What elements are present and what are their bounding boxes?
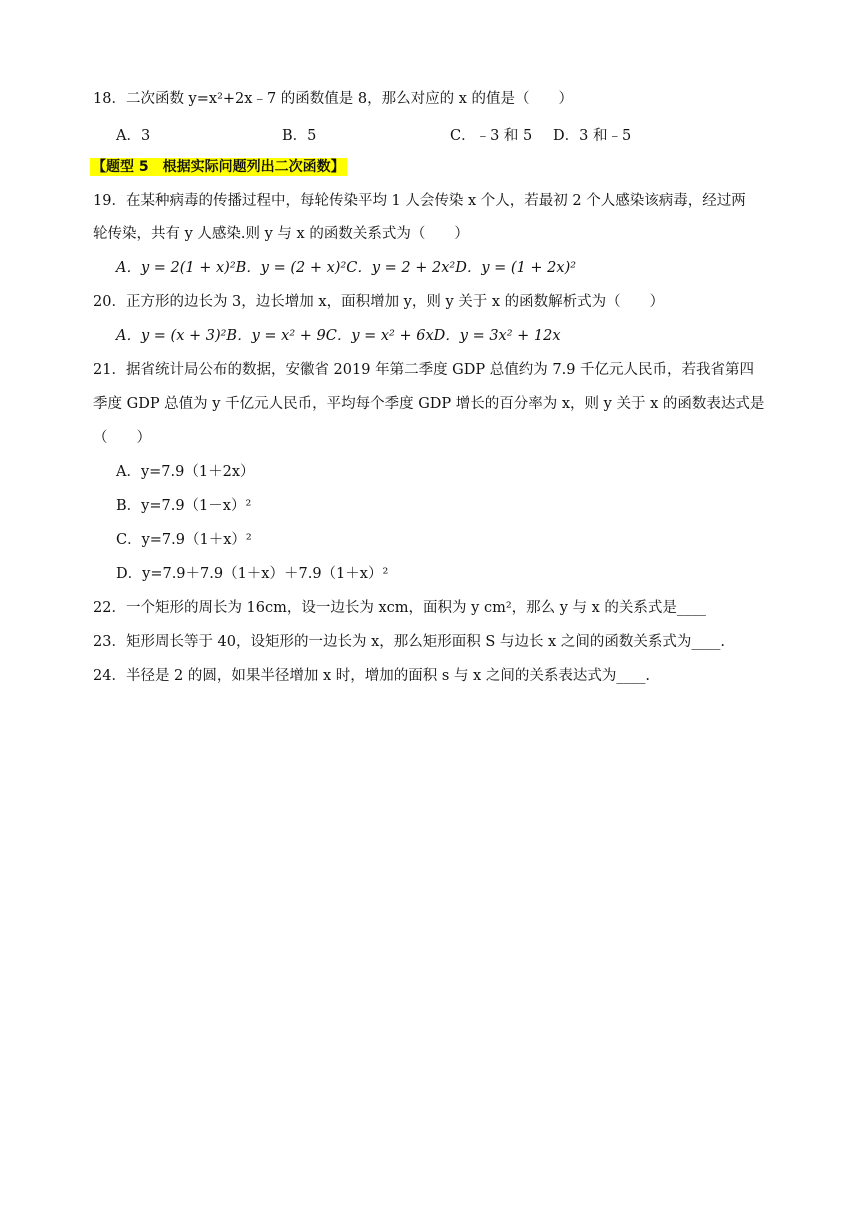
question-19-options: A．y = 2(1 + x)²B．y = (2 + x)²C．y = 2 + 2x²D．y = (1 + 2x)² — [116, 260, 577, 276]
question-18-option-a: A．3 — [116, 128, 151, 144]
question-23: 23．矩形周长等于 40，设矩形的一边长为 x，那么矩形面积 S 与边长 x 之间的函数关系式为____. — [93, 634, 725, 650]
question-18-option-d: D．3 和﹣5 — [553, 128, 632, 144]
question-19-line-1: 19．在某种病毒的传播过程中，每轮传染平均 1 人会传染 x 个人，若最初 2 个人感染该病毒，经过两 — [93, 193, 746, 209]
question-18-option-b: B．5 — [282, 128, 317, 144]
question-22: 22．一个矩形的周长为 16cm，设一边长为 xcm，面积为 y cm²，那么 y 与 x 的关系式是____ — [93, 600, 706, 616]
section-5-title: 【题型 5 根据实际问题列出二次函数】 — [92, 159, 345, 175]
question-21-option-d: D．y=7.9＋7.9（1＋x）＋7.9（1＋x）² — [116, 566, 389, 582]
question-18-text: 18．二次函数 y=x²+2x﹣7 的函数值是 8，那么对应的 x 的值是（ ） — [93, 91, 574, 107]
section-heading — [90, 156, 347, 176]
question-21-option-a: A．y=7.9（1＋2x） — [116, 464, 255, 480]
question-18-stem — [93, 89, 573, 109]
question-20-stem: 20．正方形的边长为 3，边长增加 x，面积增加 y，则 y 关于 x 的函数解析式为（ ） — [93, 294, 665, 310]
question-21-option-c: C．y=7.9（1＋x）² — [116, 532, 252, 548]
question-20-options: A．y = (x + 3)²B．y = x² + 9C．y = x² + 6xD．y = 3x² + 12x — [116, 328, 561, 344]
question-19-line-2: 轮传染，共有 y 人感染.则 y 与 x 的函数关系式为（ ） — [93, 226, 469, 242]
question-18-option-c: C．﹣3 和 5 — [450, 128, 533, 144]
question-21-option-b: B．y=7.9（1－x）² — [116, 498, 252, 514]
question-21-line-2: 季度 GDP 总值为 y 千亿元人民币，平均每个季度 GDP 增长的百分率为 x，则 y 关于 x 的函数表达式是 — [93, 396, 765, 412]
question-21-line-1: 21．据省统计局公布的数据，安徽省 2019 年第二季度 GDP 总值约为 7.9 千亿元人民币，若我省第四 — [93, 362, 755, 378]
question-24: 24．半径是 2 的圆，如果半径增加 x 时，增加的面积 s 与 x 之间的关系表达式为____. — [93, 668, 650, 684]
question-21-line-3: （ ） — [93, 430, 151, 446]
